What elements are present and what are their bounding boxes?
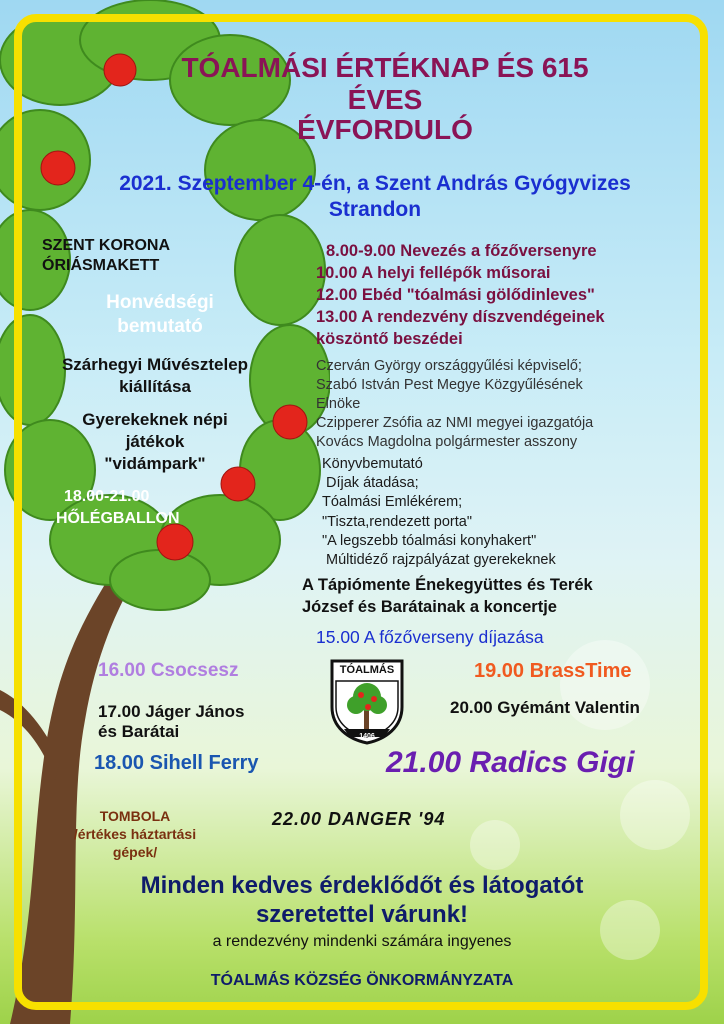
honved-line1: Honvédségi	[106, 292, 214, 313]
organizer-footer: TÓALMÁS KÖZSÉG ÖNKORMÁNYZATA	[210, 972, 514, 989]
act-jager-line2: és Barátai	[98, 722, 180, 741]
ballon-label: HŐLÉGBALLON	[56, 510, 180, 527]
schedule-item: 8.00-9.00 Nevezés a főzőversenyre	[326, 242, 597, 260]
gyerek-line1: Gyerekeknek népi	[82, 410, 228, 429]
poster-title-line2: ÉVES	[347, 84, 423, 115]
event-date-line2: Strandon	[328, 198, 422, 221]
schedule-item: 10.00 A helyi fellépők műsorai	[316, 264, 551, 282]
logo-name: TÓALMÁS	[339, 664, 395, 676]
invite-line1: Minden kedves érdeklődőt és látogatót	[140, 872, 584, 899]
gyerek-line2: játékok	[125, 432, 185, 451]
korona-line1: SZENT KORONA	[42, 237, 170, 254]
invite-line2: szeretettel várunk!	[255, 901, 469, 928]
koncert-line1: A Tápiómente Énekegyüttes és Terék	[302, 576, 593, 594]
free-entry-text: a rendezvény mindenki számára ingyenes	[212, 933, 512, 950]
guest-line: Kovács Magdolna polgármester asszony	[316, 434, 578, 450]
poster-title-line3: ÉVFORDULÓ	[297, 114, 473, 145]
honved-line2: bemutató	[117, 316, 203, 337]
ballon-time: 18.00-21.00	[64, 488, 150, 505]
szarhegyi-line2: kiállítása	[119, 377, 191, 396]
tombola-line1: TOMBOLA	[99, 808, 171, 824]
program-line: Könyvbemutató	[322, 456, 423, 472]
guest-line: Elnöke	[316, 396, 361, 412]
szarhegyi-line1: Szárhegyi Művésztelep	[61, 355, 249, 374]
tombola-line3: gépek/	[112, 844, 158, 860]
guest-line: Czerván György országgyűlési képviselő;	[316, 358, 582, 374]
gyerek-line3: "vidámpark"	[104, 454, 206, 473]
schedule-item: 13.00 A rendezvény díszvendégeinek	[316, 308, 605, 326]
event-date-line1: 2021. Szeptember 4-én, a Szent András Gyógyvizes	[119, 172, 631, 195]
act-brasstime: 19.00 BrassTime	[474, 660, 632, 682]
schedule-item: 12.00 Ebéd "tóalmási gölődinleves"	[316, 286, 595, 304]
logo-year: 1406	[359, 733, 375, 740]
act-gyemant: 20.00 Gyémánt Valentin	[450, 698, 640, 717]
program-line: Múltidéző rajzpályázat gyerekeknek	[326, 552, 556, 568]
act-radics: 21.00 Radics Gigi	[386, 746, 635, 779]
koncert-line2: József és Barátainak a koncertje	[302, 598, 557, 616]
schedule-item: köszöntő beszédei	[316, 330, 463, 348]
program-line: Tóalmási Emlékérem;	[322, 494, 463, 510]
act-csocsesz: 16.00 Csocsesz	[98, 660, 239, 681]
program-line: Díjak átadása;	[326, 475, 419, 491]
act-jager-line1: 17.00 Jáger János	[98, 702, 245, 721]
act-sihell: 18.00 Sihell Ferry	[94, 752, 259, 774]
korona-line2: ÓRIÁSMAKETT	[42, 257, 160, 274]
guest-line: Czipperer Zsófia az NMI megyei igazgatója	[316, 415, 594, 431]
guest-line: Szabó István Pest Megye Közgyűlésének	[316, 377, 583, 393]
poster-title-line1: TÓALMÁSI ÉRTÉKNAP ÉS 615	[181, 52, 589, 83]
act-danger: 22.00 DANGER '94	[272, 809, 446, 829]
program-line: "A legszebb tóalmási konyhakert"	[322, 533, 537, 549]
program-line: "Tiszta,rendezett porta"	[322, 514, 472, 530]
tombola-line2: /értékes háztartási	[73, 826, 197, 842]
dijazas-text: 15.00 A főzőverseny díjazása	[316, 627, 544, 647]
